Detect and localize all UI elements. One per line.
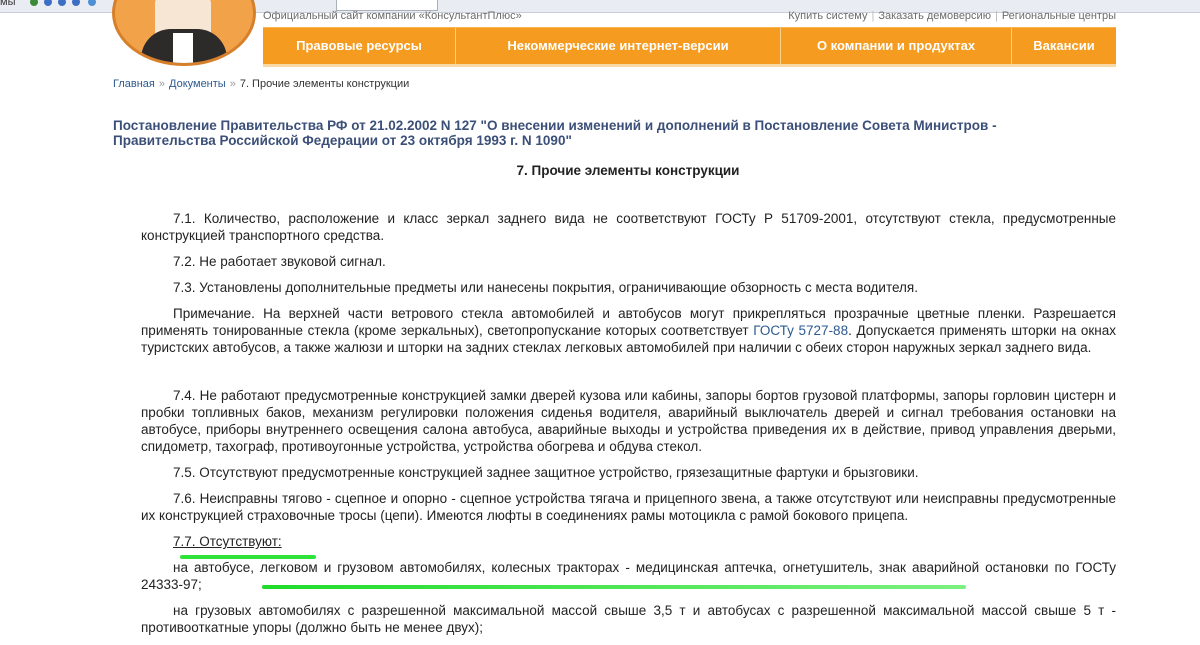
gost-5727-link[interactable]: ГОСТу 5727-88 xyxy=(753,323,849,338)
logo-collar xyxy=(173,33,193,63)
top-link-separator: | xyxy=(871,10,875,22)
breadcrumb-home[interactable]: Главная xyxy=(113,78,155,90)
paragraph-7-7-text: 7.7. Отсутствуют: xyxy=(173,534,282,549)
top-link-regions[interactable]: Региональные центры xyxy=(1001,10,1116,22)
breadcrumb-separator: » xyxy=(229,78,236,90)
paragraph-7-5: 7.5. Отсутствуют предусмотренные конструкцией заднее защитное устройство, грязезащитные фартуки и брызговики. xyxy=(173,465,919,480)
note-text-after: . Допускается применять шторки на окнах туристских автобусов, а также жалюзи и шторки на задних стеклах легковых автомобилей при наличии с обеих сторон наружных зеркал заднего вида. xyxy=(141,323,1116,355)
nav-legal-resources[interactable]: Правовые ресурсы xyxy=(263,28,456,64)
paragraph-7-6: 7.6. Неисправны тягово - сцепное и опорно - сцепное устройства тягача и прицепного звена, а также отсутствуют или неисправны предусмотренные их конструкцией страховочные тросы (цепи). Имеются люфты в соединениях рамы мотоцикла с рамой бокового прицепа. xyxy=(141,491,1116,523)
note-text-before: Примечание. На верхней части ветрового стекла автомобилей и автобусов могут прикрепляться прозрачные цветные пленки. Разрешается применять тонированные стекла (кроме зеркальных), светопропускание которых соответствует xyxy=(141,306,1116,338)
breadcrumb-documents[interactable]: Документы xyxy=(169,78,226,90)
breadcrumb xyxy=(113,78,409,90)
top-link-separator: | xyxy=(994,10,998,22)
paragraph-note xyxy=(141,305,1116,356)
highlight-stroke xyxy=(262,585,966,589)
paragraph-7-4: 7.4. Не работают предусмотренные конструкцией замки дверей кузова или кабины, запоры бортов грузовой платформы, запоры горловин цистерн и пробки топливных баков, механизм регулировки положения сиденья водителя, аварийный выключатель дверей и сигнал требования остановки на автобусе, приборы внутреннего освещения салона автобуса, аварийные выходы и устройства приведения их в действие, привод управления дверьми, спидометр, тахограф, противоугонные устройства, устройства обогрева и обдува стекол. xyxy=(141,388,1116,454)
section-heading: 7. Прочие элементы конструкции xyxy=(516,163,740,178)
paragraph-7-2: 7.2. Не работает звуковой сигнал. xyxy=(173,254,386,269)
top-link-buy[interactable]: Купить систему xyxy=(788,10,868,22)
browser-status-icon[interactable] xyxy=(30,0,38,6)
browser-refresh-icon[interactable] xyxy=(88,0,96,6)
top-link-demo[interactable]: Заказать демоверсию xyxy=(878,10,991,22)
document-title[interactable]: Постановление Правительства РФ от 21.02.2002 N 127 "О внесении изменений и дополнений в Постановление Совета Министров - Правительства Российской Федерации от 23 октября 1993 г. N 1090" xyxy=(113,118,997,148)
top-links xyxy=(788,10,1116,22)
breadcrumb-separator: » xyxy=(158,78,165,90)
highlight-stroke xyxy=(180,555,316,559)
nav-about[interactable]: О компании и продуктах xyxy=(781,28,1012,64)
consultant-logo[interactable] xyxy=(112,0,256,66)
paragraph-7-7 xyxy=(141,533,1116,550)
nav-noncommercial[interactable]: Некоммерческие интернет-версии xyxy=(456,28,781,64)
site-tagline: Официальный сайт компании «КонсультантПлюс» xyxy=(263,10,522,22)
nav-vacancies[interactable]: Вакансии xyxy=(1033,38,1095,53)
main-nav xyxy=(263,27,1116,64)
nav-underline xyxy=(263,64,1116,67)
paragraph-wheel-chocks: на грузовых автомобилях с разрешенной максимальной массой свыше 3,5 т и автобусах с разрешенной максимальной массой свыше 5 т - противооткатные упоры (должно быть не менее двух); xyxy=(141,603,1116,635)
paragraph-first-aid: на автобусе, легковом и грузовом автомобилях, колесных тракторах - медицинская аптечка, огнетушитель, знак аварийной остановки по ГОСТу 24333-97; xyxy=(141,560,1116,592)
document-content xyxy=(141,210,1116,645)
browser-forward-icon[interactable] xyxy=(72,0,80,6)
paragraph-7-1: 7.1. Количество, расположение и класс зеркал заднего вида не соответствуют ГОСТу Р 51709-2001, отсутствуют стекла, предусмотренные конструкцией транспортного средства. xyxy=(141,211,1116,243)
paragraph-7-3: 7.3. Установлены дополнительные предметы или нанесены покрытия, ограничивающие обзорность с места водителя. xyxy=(173,280,918,295)
browser-back-icon[interactable] xyxy=(58,0,66,6)
browser-label: мы xyxy=(0,0,16,8)
breadcrumb-current: 7. Прочие элементы конструкции xyxy=(239,78,410,90)
browser-add-icon[interactable] xyxy=(44,0,52,6)
